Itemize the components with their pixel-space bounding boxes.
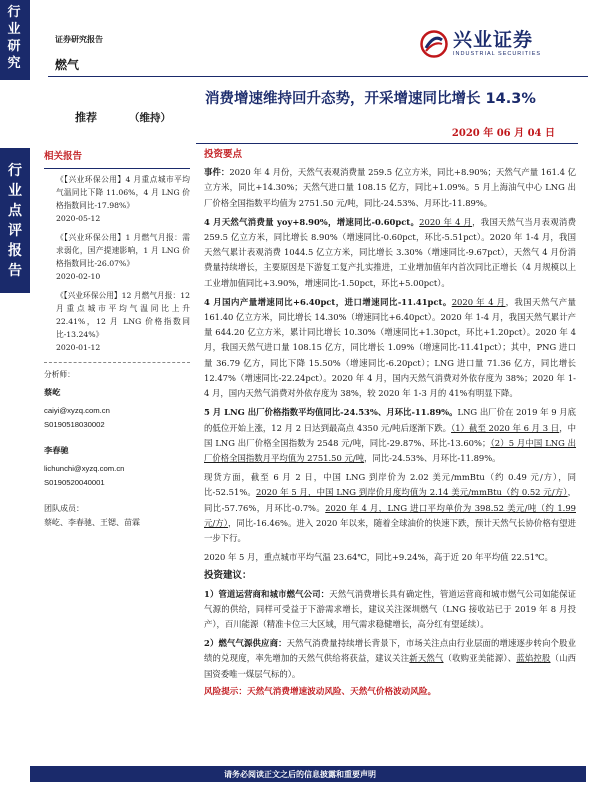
band-category: 行 业 研 究 — [0, 0, 30, 80]
main-content — [204, 148, 576, 699]
analyst-label: 分析师： — [44, 370, 75, 380]
related-report[interactable]: 《【兴业环保公用】12 月燃气月报：12 月重点城市平均气温同比上升 22.41%，12 月 LNG 价格指数同比-13.24%》 2020-01-12 — [56, 291, 190, 353]
header-divider — [48, 76, 588, 77]
related-report[interactable]: 《【兴业环保公用】4 月重点城市平均气温同比下降 11.06%，4 月 LNG 价格指数同比-17.98%》 2020-05-12 — [56, 175, 190, 224]
consumption-paragraph: 4 月天然气消费量 yoy+8.90%，增速同比-0.60pct。2020 年 4 月，我国天然气当月表观消费 259.5 亿立方米，同比增长 8.90%（增速同比-0.60pct，环比-5.51pct）。2020 年 1-4 月，我国天然气累计表观消费 1044.5 亿立方米，同比增长 3.30%（增速同比-9.67pct），天然气 4 月份消费量持续增长，主要原因是下游复工复产扎实推进，工业增加值年内首次同比正增长（4 月规模以上工业增加值同比+3.90%，增速同比-1.50pct，环比+5.00pct）。 — [204, 216, 576, 288]
risk-warning: 风险提示：天然气消费增速波动风险、天然气价格波动风险。 — [204, 686, 437, 697]
title-divider — [196, 143, 578, 144]
company-logo: 兴业证券 INDUSTRIAL SECURITIES — [420, 30, 541, 58]
footer-disclaimer: 请务必阅读正文之后的信息披露和重要声明 — [224, 769, 376, 779]
report-date: 2020 年 06 月 04 日 — [451, 128, 555, 139]
band-report-type: 行 业 点 评 报 告 — [0, 148, 30, 293]
event-paragraph: 事件：2020 年 4 月份，天然气表观消费量 259.5 亿立方米，同比+8.90%；天然气产量 161.4 亿立方米，同比+14.30%；天然气进口量 108.15 亿方，同比+1.09%。5 月上海油气中心 LNG 出厂价格全国指数平均值为 2751.50 元/吨，同比-24.53%、月环比-11.89%。 — [204, 167, 576, 208]
temperature-paragraph: 2020 年 5 月，重点城市平均气温 23.64℃，同比+9.24%，高于近 20 年平均值 22.51℃。 — [204, 552, 553, 563]
key-points-heading: 投资要点 — [204, 149, 243, 160]
analyst-card: 李春驰 lichunchi@xyzq.com.cn S0190520040001 — [44, 444, 190, 490]
sidebar — [44, 150, 190, 530]
spot-paragraph: 现货方面，截至 6 月 2 日，中国 LNG 到岸价为 2.02 美元/mmBtu（约 0.49 元/方），同比-52.51%。2020 年 5 月，中国 LNG 到岸价月度均值为 2.14 美元/mmBtu（约 0.52 元/方），同比-57.76%，月环比-0.7%。2020 年 4 月，LNG 进口平均单价为 398.52 美元/吨（约 1.99 元/方），同比-16.46%。进入 2020 年以来，随着全球油价的快速下跌，预计天然气长协价格有望进一步下行。 — [204, 472, 576, 543]
report-title: 消费增速维持回升态势，开采增速同比增长 14.3% — [205, 91, 536, 107]
rating: 推荐 （维持） — [75, 111, 171, 124]
analyst-card: 蔡屹 caiyi@xyzq.com.cn S0190518030002 — [44, 386, 190, 432]
logo-mark-icon — [420, 30, 448, 58]
sidebar-divider — [44, 362, 190, 363]
related-report[interactable]: 《【兴业环保公用】1 月燃气月报：需求弱化，国产提速影响，1 月 LNG 价格指数同比-26.07%》 2020-02-10 — [56, 233, 190, 282]
analyst-email[interactable]: lichunchi@xyzq.com.cn — [44, 464, 125, 474]
production-paragraph: 4 月国内产量增速同比+6.40pct，进口增速同比-11.41pct。2020 年 4 月，我国天然气产量 161.40 亿立方米，同比增长 14.30%（增速同比+6.40pct）。2020 年 1-4 月，我国天然气累计产量 644.20 亿立方米，累计同比增长 10.30%（增速同比+1.30pct，环比+1.20pct）。2020 年 4 月，我国天然气进口量 108.15 亿方，同比增长 1.09%（增速同比-11.41pct）；其中，PNG 进口量 36.79 亿方，同比下降 15.50%（增速同比-6.20pct）；LNG 进口量 71.36 亿方，同比增长 12.47%（增速同比-22.24pct）。2020 年 4 月，国内天然气消费对外依存度为 38%；2020 年 1-4 月，国内天然气消费对外依存度为 38%，较 2020 年 1-3 月的 41%有明显下降。 — [204, 296, 577, 399]
report-label: 证券研究报告 — [55, 35, 103, 44]
advice-supplier-paragraph: 2）燃气气源供应商：天然气消费量持续增长背景下，市场关注点由行业层面的增速逐步转向个股业绩的兑现度，率先增加的天然气供给将获益，建议关注新天然气（收购亚美能源）、蓝焰控股（山西国资委唯一煤层气标的）。 — [204, 638, 577, 679]
advice-pipeline-paragraph: 1）管道运营商和城市燃气公司：天然气消费增长具有确定性，管道运营商和城市燃气公司如能保证气源的供给，同样可受益于下游需求增长，建议关注深圳燃气（LNG 接收站已于 2019 年 8 月投产），百川能源（精准卡位三大区域，用气需求稳健增长，高分红有望延续）。 — [204, 588, 576, 629]
team-members: 团队成员： 蔡屹、李春驰、王锶、苗霖 — [44, 504, 140, 528]
industry-name: 燃气 — [55, 58, 80, 72]
analyst-email[interactable]: caiyi@xyzq.com.cn — [44, 406, 110, 416]
lng-price-paragraph: 5 月 LNG 出厂价格指数平均值同比-24.53%、月环比-11.89%。LNG 出厂价在 2019 年 9 月底的低位开始上涨，12 月 2 日达到最高点 4350 元/吨后逐渐下跌。（1）截至 2020 年 6 月 3 日，中国 LNG 出厂价格全国指数为 2548 元/吨，同比-29.87%、环比-13.60%；（2）5 月中国 LNG 出厂价格全国指数月平均值为 2751.50 元/吨，同比-24.53%、月环比-11.89%。 — [204, 407, 577, 463]
related-reports-heading: 相关报告 — [44, 150, 190, 169]
left-band — [0, 0, 30, 800]
investment-advice-heading: 投资建议： — [204, 570, 252, 582]
